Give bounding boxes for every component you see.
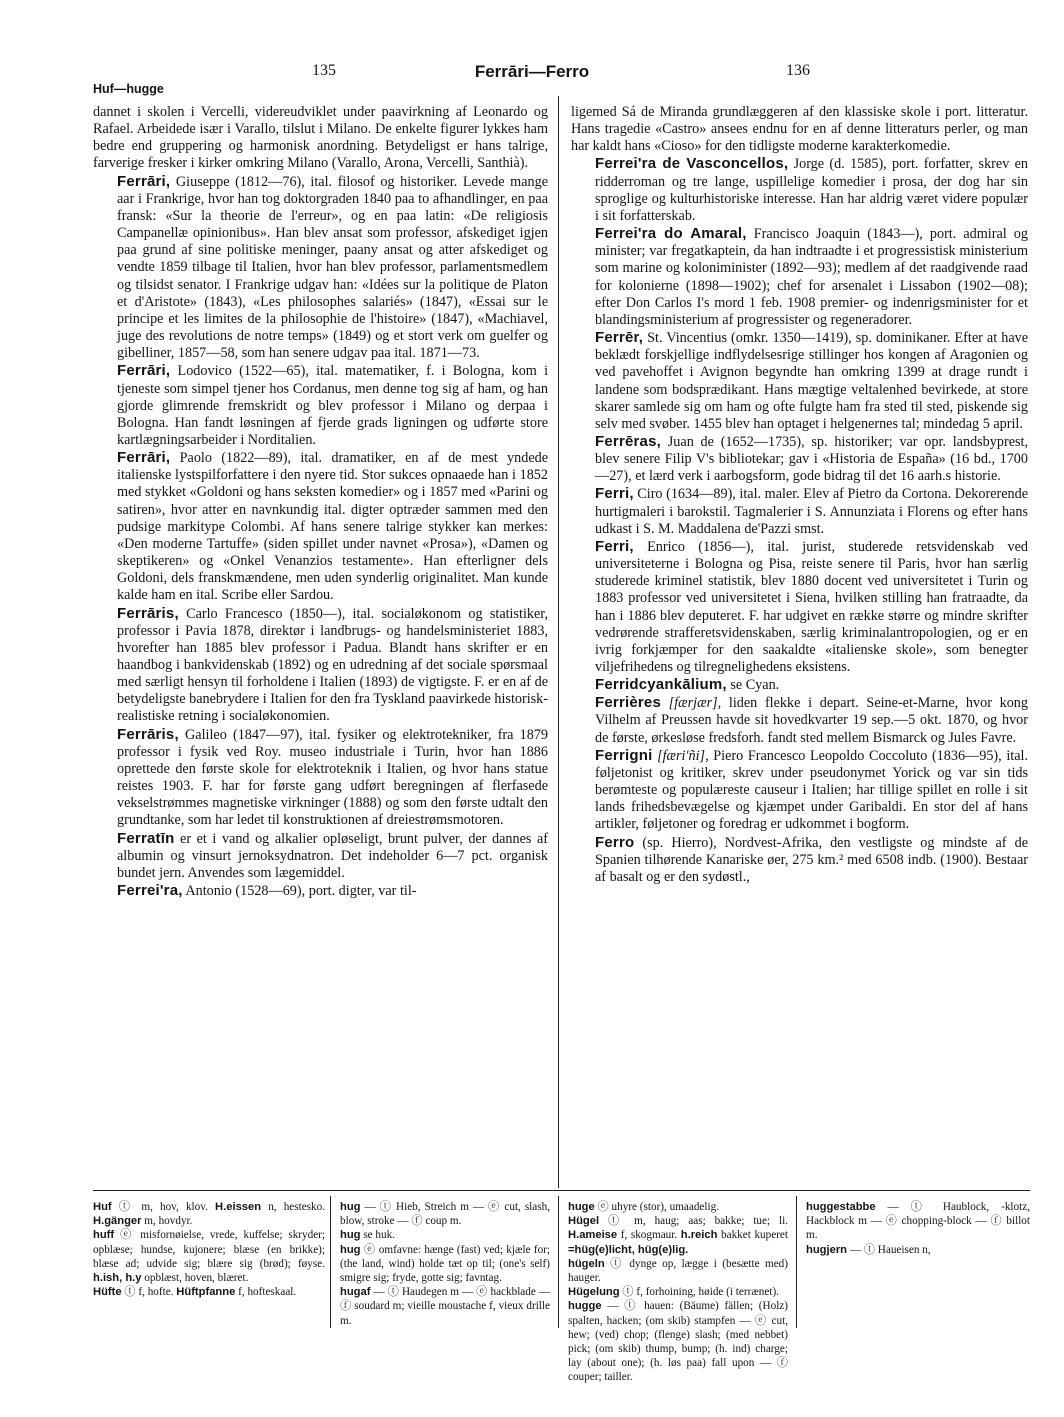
left-column — [93, 104, 548, 900]
vocab-column-2 — [340, 1200, 550, 1328]
entry: ligemed Sá de Miranda grundlæggeren af den klassiske skole i port. litteratur. Hans tragedie «Castro» ansees endnu for en af denne litteraturs perler, og man har kaldt hans «Cioso» for den tidligste moderne karakterkomedie. — [571, 104, 1028, 155]
entry: Ferrei'ra do Amaral, Francisco Joaquin (1843—), port. admiral og minister; var fregatkaptein, da han indtraadte i et progressistisk ministerium som marine og koloniminister (1892—93); medlem af det raadgivende raad for kolonierne (1898—1902); chef for arsenalet i Lissabon (1902—08); efter Don Carlos I's mord 1 feb. 1908 premier- og indenrigsminister for et blandingsministerium af progressister og regeneradorer. — [595, 225, 1028, 328]
guide-words: Huf—hugge — [93, 82, 164, 96]
headword: Ferrāri, — [117, 362, 171, 380]
vocab-column-3 — [568, 1200, 788, 1385]
vocab-entry: hügeln ⓣ dynge op, lægge i (besætte med) hauger. — [568, 1257, 788, 1285]
entry: Ferrāris, Galileo (1847—97), ital. fysiker og elektrotekniker, fra 1879 professor i fysik ved Roy. museo industriale i Turin, hvor han 1886 oprettede den første skole for elektroteknik i Italien, og hvor hans statue reistes 1903. F. har for første gang udført beregningen af flerfasede vekselstrømmes magnetiske virkninger (1888) og som den første udtalt den grundtanke, som har ledet til konstruktionen af dreiestrømsmotoren. — [117, 725, 549, 829]
footer-rule — [93, 1190, 1030, 1191]
headword: Ferrāris, — [117, 604, 179, 622]
vocab-entry: hug — ⓣ Hieb, Streich m — ⓔ cut, slash, blow, stroke — ⓕ coup m. — [340, 1201, 550, 1228]
entry: Ferratīn er et i vand og alkalier opløseligt, brunt pulver, der dannes af albumin og vinsurt jernoksydnatron. Det indeholder 6—7 pct. organisk bundet jern. Anvendes som lægemiddel. — [117, 829, 549, 881]
headword: Ferrāri, — [117, 172, 171, 190]
vocab-entry: hugjern — ⓣ Haueisen n, — [806, 1243, 931, 1256]
headword: Ferrāris, — [117, 725, 179, 743]
entry: dannet i skolen i Vercelli, videreudviklet under paavirkning af Leonardo og Rafael. Arbeidede især i Varallo, tilslut i Milano. De enkelte figurer lykkes ham bedre end gruppering og harmonisk anordning. Betydeligst er hans talrige, farverige fresker i kirker omkring Milano (Varallo, Arona, Vercelli, Santhià). — [93, 104, 548, 172]
vocab-column-1 — [93, 1200, 325, 1299]
headword: Ferro — [595, 833, 635, 851]
headword: Ferratīn — [117, 829, 175, 847]
left-page-number: 135 — [312, 62, 336, 79]
vocab-entry: huggestabbe — ⓣ Haublock, -klotz, Hackblock m — ⓔ chopping-block — ⓕ billot m. — [806, 1201, 1030, 1242]
headword: Ferrei'ra do Amaral, — [595, 225, 747, 243]
vocab-entry: huge ⓔ uhyre (stor), umaadelig. — [568, 1201, 720, 1213]
entry: Ferrières [færjær], liden flekke i depart. Seine-et-Marne, hvor kong Vilhelm af Preussen havde sit hovedkvarter 19 sep.—5 okt. 1870, og hvor de første, ørkesløse fredsforh. fandt sted mellem Bismarck og Jules Favre. — [595, 694, 1028, 746]
entry: Ferridcyankālium, se Cyan. — [595, 676, 780, 694]
running-title: Ferrāri—Ferro — [474, 62, 590, 81]
headword: Ferrières — [595, 694, 662, 712]
headword: Ferrāri, — [117, 449, 171, 467]
pronunciation: [færi'ñi], — [657, 747, 709, 764]
page-header — [0, 62, 1064, 84]
headword: Ferridcyankālium, — [595, 676, 727, 694]
vocab-entry: hug se huk. — [340, 1229, 396, 1242]
entry: Ferri, Enrico (1856—), ital. jurist, studerede retsvidenskab ved universiteterne i Bologna og Pisa, reiste senere til Paris, hvor han særlig studerede kriminel statistik, blev 1880 docent ved universitetet i Turin og 1883 professor ved universitetet i Siena, hvilken stilling han fratraadte, da han i 1886 blev deputeret. F. har udgivet en række større og mindre skrifter vedrørende strafferetsvidenskaben, særlig kriminalantropologien, og er en ivrig forkjæmper for den saakaldte «italienske skole», som benegter viljefrihedens og tilregnelighedens eksistens. — [595, 537, 1028, 675]
entry: Ferri, Ciro (1634—89), ital. maler. Elev af Pietro da Cortona. Dekorerende hurtigmaleri i barokstil. Tagmalerier i S. Annunziata i Florens og efter hans udkast i S. M. Maddalena de'Pazzi smst. — [595, 485, 1028, 537]
entry: Ferrei'ra de Vasconcellos, Jorge (d. 1585), port. forfatter, skrev en ridderroman og tre lange, uspillelige komedier i prosa, der dog har sin sproglige og kulturhistoriske interesse. Han har aldrig været videre populær i sit forfatterskab. — [595, 155, 1028, 224]
vocab-entry: hugge — ⓣ hauen: (Bäume) fällen; (Holz) spalten, hacken; (om skib) stampfen — ⓔ cut, hew; (ved) chop; (flenge) slash; (med nebbet) pick; (om skib) thump, bump; (h. ind) charge; lay (about one); (h. løs paa) fall upon — ⓕ couper; tailler. — [568, 1300, 789, 1384]
entry: Ferrāri, Giuseppe (1812—76), ital. filosof og historiker. Levede mange aar i Frankrige, hvor han tog doktorgraden 1840 paa to afhandlinger, en paa fransk: «Sur la theorie de l'erreur», og en paa latin: «De religiosis Campanellæ opinionibus». Han blev ansat som professor, afskediget igjen paa grund af sine politiske meninger, paany ansat og atter afskediget og vendte 1859 tilbage til Italien, hvor han blev professor, parlamentsmedlem og tilsidst senator. I Frankrige udgav han: «Idées sur la politique de Platon et d'Aristote» (1843), «Les philosophes salariés» (1847), «Essai sur le principe et les limites de la philosophie de l'histoire» (1847), «Machiavel, juge des revolutions de notre temps» (1849) og et stort verk om guelfer og gibelliner, 1857—58, som han senere udgav paa ital. 1871—73. — [117, 172, 549, 362]
right-column — [571, 104, 1028, 886]
headword: Ferrēras, — [595, 432, 662, 450]
entry: Ferrāri, Paolo (1822—89), ital. dramatiker, en af de mest yndede italienske lystspilforfattere i den nyere tid. Stor sukces opnaaede han i 1852 med stykket «Goldoni og hans seksten komedier» og i 1857 med «Parini og satiren», hvor atter en navnkundig ital. digter optræder sammen med den pudsige markitype Colombi. Af hans senere talrige stykker kan merkes: «Den moderne Tartuffe» (siden spillet under navnet «Prosa»), «Damen og skeptikeren» og «Onkel Venanzios testamente». Han efterligner dels Goldoni, dels franskmændene, men uden synderlig originalitet. Man kunde kalde ham en ital. Scribe eller Sardou. — [117, 449, 549, 604]
entry: Ferrēr, St. Vincentius (omkr. 1350—1419), sp. dominikaner. Efter at have beklædt forskjellige indflydelsesrige stillinger hos kongen af Aragonien og ved pavehoffet i Avignon begyndte han omkring 1399 at drage rundt i landene som bodsprædikant. Hans mægtige veltalenhed bevirkede, at store skarer samlede sig om ham og ofte fulgte ham fra sted til sted, piskende sig selv med svøber. 1455 blev han optaget i helgenernes tal; mindedag 5 april. — [595, 329, 1029, 432]
vocab-divider — [796, 1196, 797, 1328]
entry: Ferrāris, Carlo Francesco (1850—), ital. socialøkonom og statistiker, professor i Pavia 1878, direktør i landbrugs- og handelsministeriet 1883, hvorefter han 1885 blev professor i Padua. Blandt hans skrifter er en haandbog i bankvidenskab (1892) og en udredning af det sociale spørsmaal med særligt hensyn til forholdene i Italien (1893) de vigtigste. F. er en af de betydeligste banebrydere i Italien for den fra Tyskland paavirkede historisk-realistiske retning i socialøkonomien. — [117, 604, 548, 725]
pronunciation: [færjær], — [668, 695, 722, 712]
vocab-divider — [330, 1196, 331, 1328]
vocab-entry: Hüfte ⓣ f, hofte. Hüftpfanne f, hofteskaal. — [93, 1286, 297, 1299]
entry: Ferrēras, Juan de (1652—1735), sp. historiker; var opr. landsbyprest, blev senere Filip V's bibliotekar; gav i «Historia de España» (16 bd., 1700—27), et lærd verk i aarbogsform, gode bidrag til det 16 aarh.s historie. — [595, 432, 1028, 485]
headword: Ferrēr, — [595, 329, 644, 347]
headword: Ferrei'ra de Vasconcellos, — [595, 155, 789, 173]
headword: Ferri, — [595, 537, 634, 555]
vocab-entry: Huf ⓣ m, hov, klov. H.eissen n, hestesko. H.gänger m, hovdyr. — [93, 1201, 326, 1228]
headword: Ferri, — [595, 485, 634, 503]
vocab-entry: Hügelung ⓣ f, forhoining, høide (i terrænet). — [568, 1286, 779, 1299]
column-divider — [558, 96, 559, 1188]
right-page-number: 136 — [786, 62, 810, 79]
headword: Ferrei'ra, — [117, 882, 183, 900]
headword: Ferrigni — [595, 746, 653, 764]
entry: Ferrei'ra, Antonio (1528—69), port. digter, var til- — [117, 882, 417, 900]
entry: Ferro (sp. Hierro), Nordvest-Afrika, den vestligste og mindste af de Spanien tilhørende Kanariske øer, 275 km.² med 6508 indb. (1900). Bestaar af basalt og er den sydøstl., — [595, 833, 1028, 885]
vocab-entry: Hügel ⓣ m, haug; aas; bakke; tue; li. H.ameise f, skogmaur. h.reich bakket kuperet =hüg(e)licht, hüg(e)lig. — [568, 1215, 789, 1256]
vocab-column-4 — [806, 1200, 1030, 1257]
entry: Ferrāri, Lodovico (1522—65), ital. matematiker, f. i Bologna, kom i tjeneste som simpel tjener hos Cordanus, men denne tog sig af ham, og han gjorde glimrende fremskridt og blev professor i Milano og derpaa i Bologna. Han fandt løsningen af fjerde grads ligningen og udførte store kartlægningsarbeider i Norditalien. — [117, 362, 549, 448]
vocab-divider — [558, 1196, 559, 1328]
vocab-entry: hug ⓔ omfavne: hænge (fast) ved; kjæle for; (the land, wind) holde tæt op til; (one's self) smigre sig; fryde, gotte sig; favntag. — [340, 1243, 550, 1285]
vocab-entry: hugaf — ⓣ Haudegen m — ⓔ hackblade — ⓕ soudard m; vieille moustache f, vieux drille m. — [340, 1286, 550, 1327]
vocab-entry: huff ⓔ misfornøielse, vrede, kuffelse; skryder; opblæse; hundse, kujonere; blæse (en brikke); blæse ad; udvide sig; blære sig (brød); føyse. h.ish, h.y opblæst, hoven, blæret. — [93, 1229, 326, 1285]
entry: Ferrigni [færi'ñi], Piero Francesco Leopoldo Coccoluto (1836—95), ital. føljetonist og kritiker, skrev under pseudonymet Yorick og var sin tids berømteste og populæreste causeur i Italien; har tillige spillet en rolle i sit lands frihedsbevægelse og kjæmpet under Garibaldi. En stor del af hans artikler, føljetoner og foredrag er udkommet i bogform. — [595, 746, 1028, 833]
